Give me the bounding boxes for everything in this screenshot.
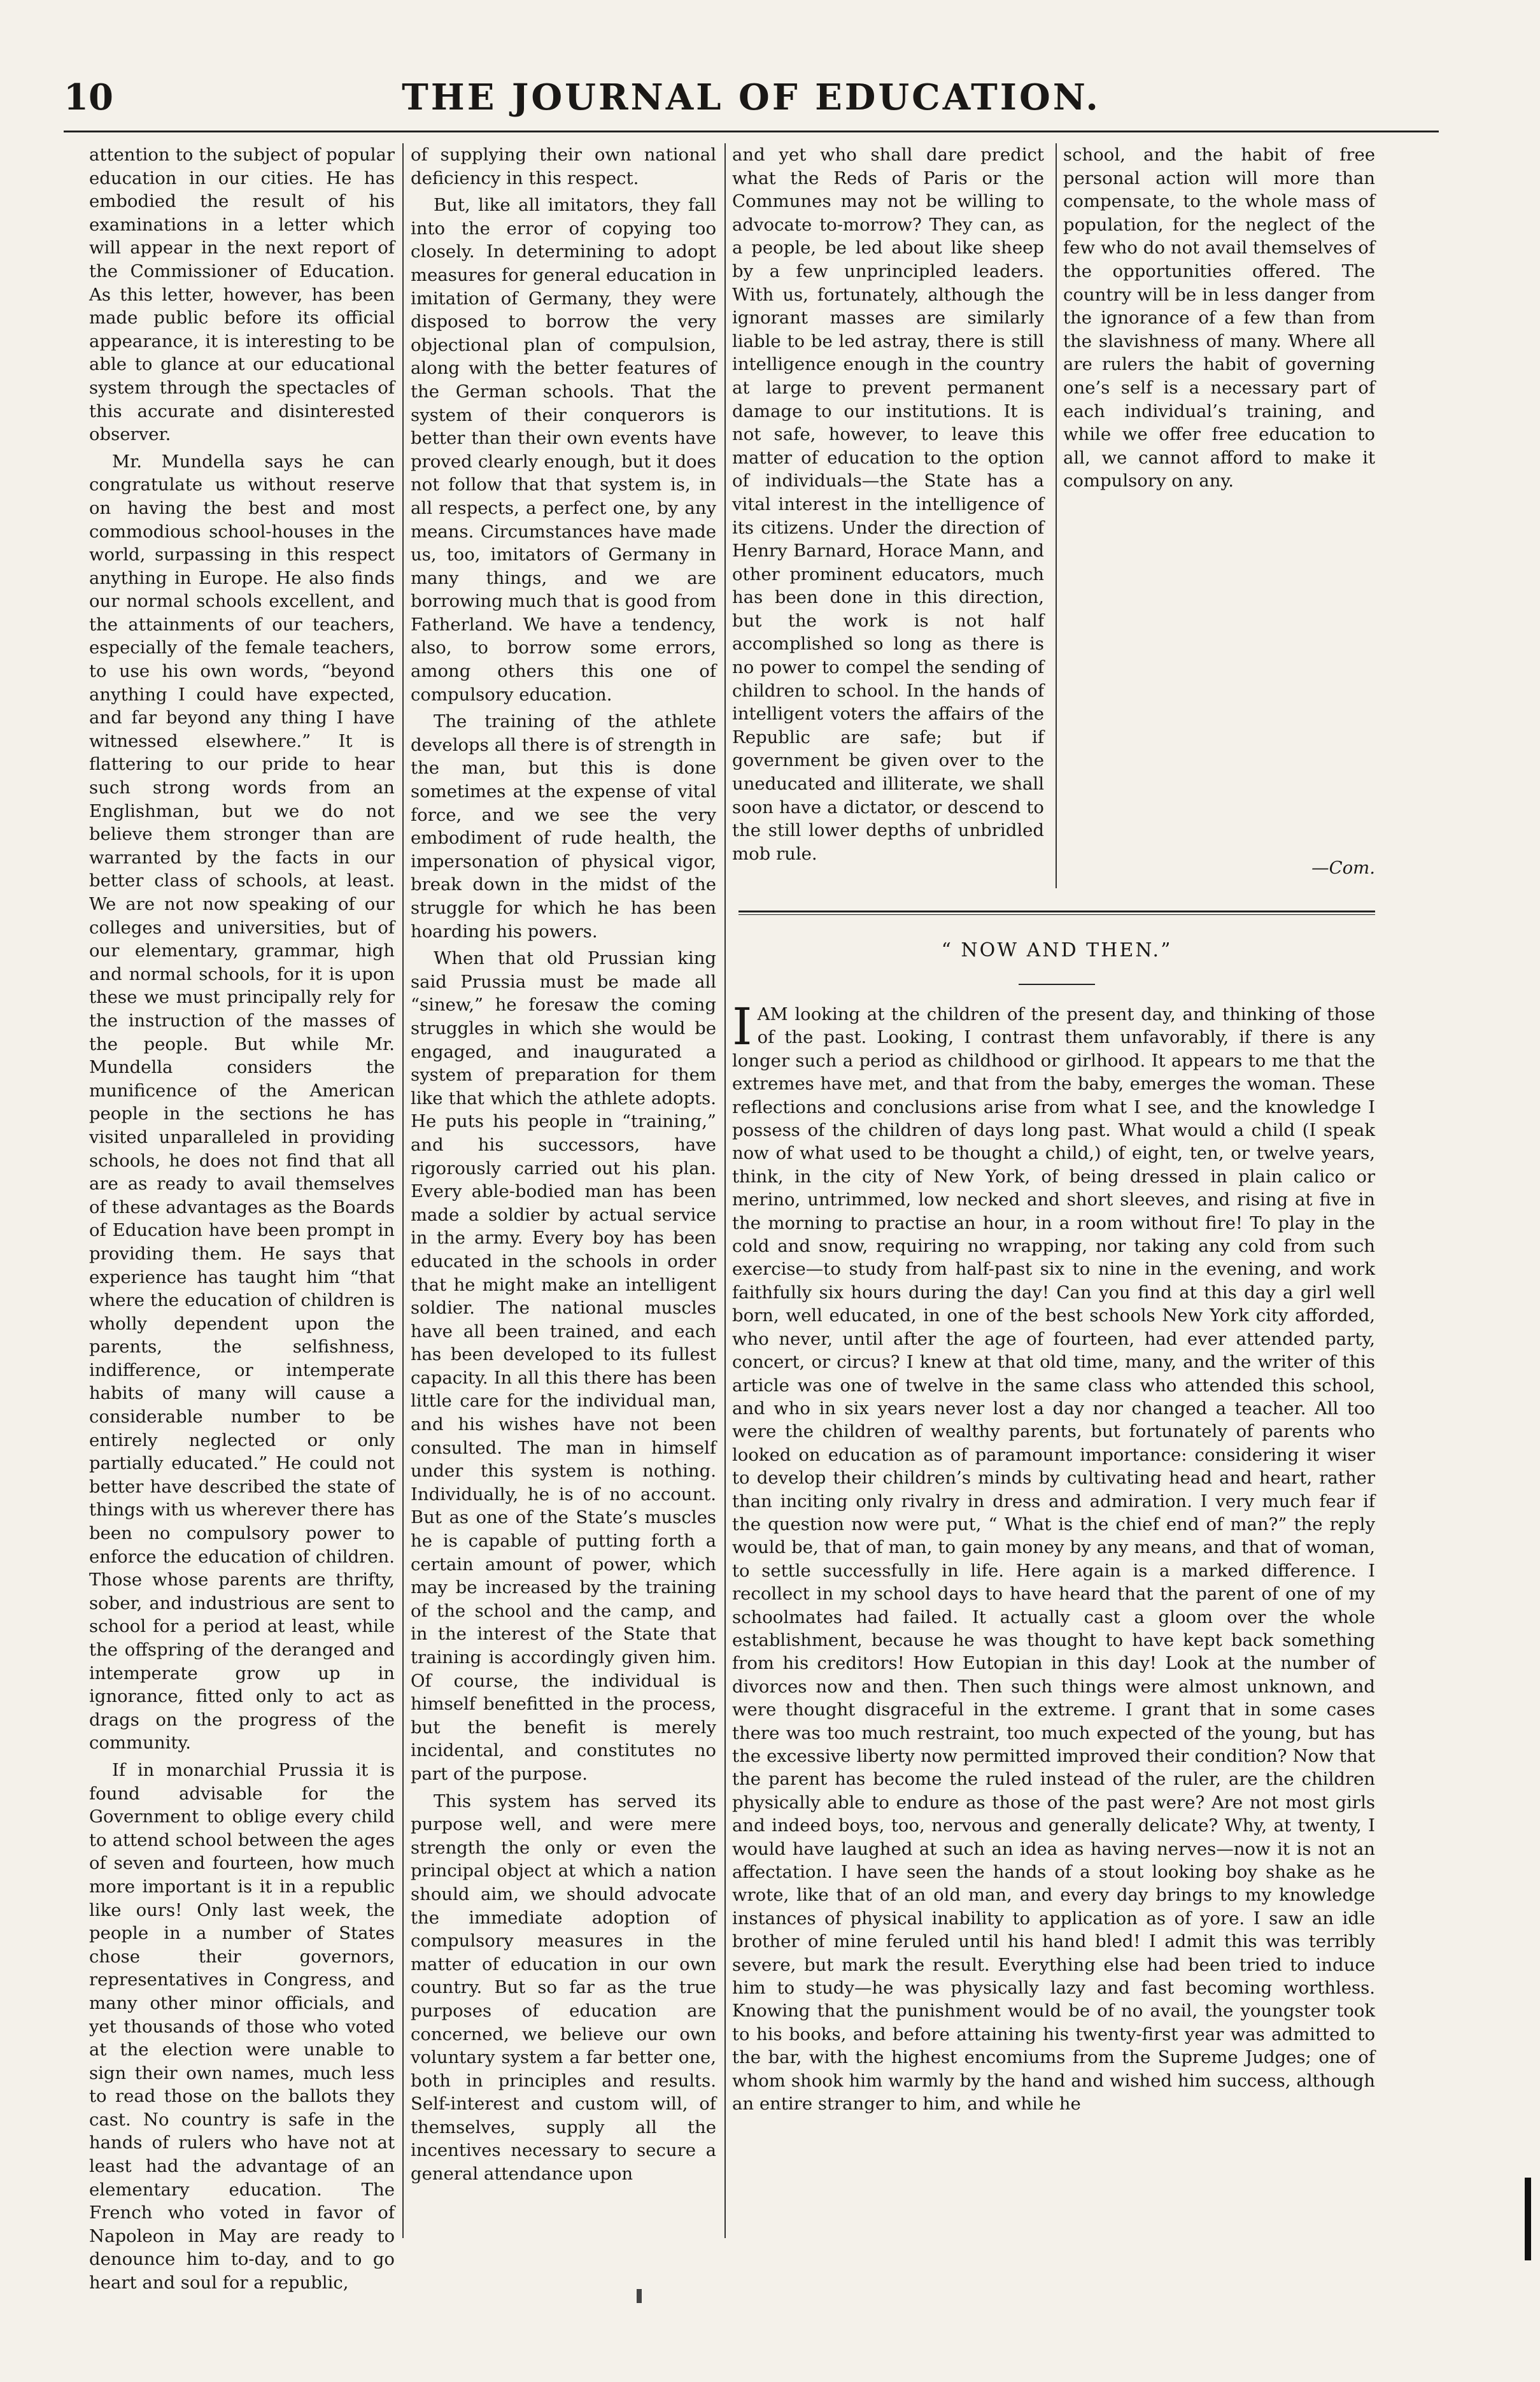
- margin-mark: [1525, 2178, 1531, 2260]
- paragraph: AM looking at the children of the present day, and thinking of those of the past. Looking, I contrast them unfavorably, if there is any longer such a period as childhood or girlhood. It appears to me that the extremes have met, and that from the baby, emerges the woman. These reflections and conclusions arise from what I see, and the knowledge I possess of the children of days long past. What would a child (I speak now of what used to be thought a child,) of eight, ten, or twelve years, think, in the city of New York, of being dressed in plain calico or merino, untrimmed, low necked and short sleeves, and rising at five in the morning to practise an hour, in a room without fire! To play in the cold and snow, requiring no wrapping, nor taking any cold from such exercise—to study from half-past six to nine in the evening, and work faithfully six hours during the day! Can you find at this day a girl well born, well educated, in one of the best schools New York city afforded, who never, until after the age of fourteen, had ever attended party, concert, or circus? I knew at that old time, many, and the writer of this article was one of twelve in the same class who attended this school, and who in six years never lost a day nor changed a teacher. All too were the children of wealthy parents, but fortunately of parents who looked on education as of paramount importance: considering it wiser to develop their children’s minds by cultivating head and heart, rather than inciting only rivalry in dress and admiration. I very much fear if the question now were put, “ What is the chief end of man?” the reply would be, that of man, to gain money by any means, and that of woman, to settle successfully in life. Here again is a marked difference. I recollect in my school days to have heard that the parent of one of my schoolmates had failed. It actually cast a gloom over the whole establishment, because he was thought to have kept back something from his creditors! How Eutopian in this day! Look at the number of divorces now and then. Then such things were almost unknown, and were thought disgraceful in the extreme. I grant that in some cases there was too much restraint, too much expected of the young, but has the excessive liberty now permitted improved their condition? Now that the parent has become the ruled instead of the ruler, are the children physically able to endure as those of the past were? Are not most girls and indeed boys, too, nervous and generally delicate? Why, at twenty, I would have laughed at such an idea as having nerves—now it is not an affectation. I have seen the hands of a stout looking boy shake as he wrote, like that of an old man, and every day brings to my knowledge instances of physical inability to application as of yore. I saw an idle brother of mine feruled until his hand bled! I admit this was terribly severe, but mark the result. Everything else had been tried to induce him to study—he was physically lazy and fast becoming worthless. Knowing that the punishment would be of no avail, the youngster took to his books, and before attaining his twenty-first year was admitted to the bar, with the highest encomiums from the Supreme Judges; one of whom shook him warmly by the hand and wished him success, although an entire stranger to him, and while he: [732, 1004, 1375, 2115]
- paragraph: But, like all imitators, they fall into the error of copying too closely. In determining to adopt measures for general education in imitation of Germany, they were disposed to borrow the very objectional plan of compulsion, along with the better features of the German schools. That the system of their conquerors is better than their own events have proved clearly enough, but it does not follow that that system is, in all respects, a perfect one, by any means. Circumstances have made us, too, imitators of Germany in many things, and we are borrowing much that is good from Fatherland. We have a tendency, also, to borrow some errors, among others this one of compulsory education.: [411, 195, 716, 705]
- article-body: [732, 997, 1375, 2244]
- journal-title: THE JOURNAL OF EDUCATION.: [402, 76, 1101, 118]
- section-rule: [738, 911, 1375, 912]
- paragraph: of supplying their own national deficiency in this respect.: [411, 145, 716, 188]
- article-heading: “ NOW AND THEN.”: [941, 939, 1173, 961]
- column-2: [411, 143, 716, 2225]
- paragraph: Mr. Mundella says he can congratulate us without reserve on having the best and most commodious school-houses in the world, surpassing in this respect anything in Europe. He also finds our normal schools excellent, and the attainments of our teachers, especially of the female teachers, to use his own words, “beyond anything I could have expected, and far beyond any thing I have witnessed elsewhere.” It is flattering to our pride to hear such strong words from an Englishman, but we do not believe them stronger than are warranted by the facts in our better class of schools, at least. We are not now speaking of our colleges and universities, but of our elementary, grammar, high and normal schools, for it is upon these we must principally rely for the instruction of the masses of the people. But while Mr. Mundella considers the munificence of the American people in the sections he has visited unparalleled in providing schools, he does not find that all are as ready to avail themselves of these advantages as the Boards of Education have been prompt in providing them. He says that experience has taught him “that where the education of children is wholly dependent upon the parents, the selfishness, indifference, or intemperate habits of many will cause a considerable number to be entirely neglected or only partially educated.” He could not better have described the state of things with us wherever there has been no compulsory power to enforce the education of children. Those whose parents are thrifty, sober, and industrious are sent to school for a period at least, while the offspring of the deranged and intemperate grow up in ignorance, fitted only to act as drags on the progress of the community.: [89, 451, 395, 1754]
- paragraph: school, and the habit of free personal action will more than compensate, to the whole mass of population, for the neglect of the few who do not avail themselves of the opportunities offered. The country will be in less danger from the ignorance of a few than from the slavishness of many. Where all are rulers the habit of governing one’s self is a necessary part of each individual’s training, and while we offer free education to all, we cannot afford to make it compulsory on any.: [1063, 145, 1375, 492]
- signature: —Com.: [1311, 858, 1375, 878]
- column-divider: [724, 143, 726, 2238]
- column-divider: [1056, 143, 1057, 888]
- heading-dash: [1019, 984, 1095, 985]
- column-3: [732, 143, 1044, 882]
- paragraph: The training of the athlete develops all there is of strength in the man, but this is done sometimes at the expense of vital force, and we see the very embodiment of rude health, the impersonation of physical vigor, break down in the midst of the struggle for which he has been hoarding his powers.: [411, 711, 716, 942]
- page-header: [64, 76, 1439, 127]
- section-rule-thin: [738, 914, 1375, 915]
- paragraph: attention to the subject of popular education in our cities. He has embodied the result of his examinations in a letter which will appear in the next report of the Commissioner of Education. As this letter, however, has been made public before its official appearance, it is interesting to be able to glance at our educational system through the spectacles of this accurate and disinterested observer.: [89, 145, 395, 445]
- paragraph: and yet who shall dare predict what the Reds of Paris or the Communes may not be willing to advocate to-morrow? They can, as a people, be led about like sheep by a few unprincipled leaders. With us, fortunately, although the ignorant masses are similarly liable to be led astray, there is still intelligence enough in the country at large to prevent permanent damage to our institutions. It is not safe, however, to leave this matter of education to the option of individuals—the State has a vital interest in the intelligence of its citizens. Under the direction of Henry Barnard, Horace Mann, and other prominent educators, much has been done in this direction, but the work is not half accomplished so long as there is no power to compel the sending of children to school. In the hands of intelligent voters the affairs of the Republic are safe; but if government be given over to the uneducated and illiterate, we shall soon have a dictator, or descend to the still lower depths of unbridled mob rule.: [732, 145, 1044, 864]
- column-1: [89, 143, 395, 2293]
- paragraph: This system has served its purpose well, and were mere strength the only or even the principal object at which a nation should aim, we should advocate the immediate adoption of compulsory measures in the matter of education in our own country. But so far as the true purposes of education are concerned, we believe our own voluntary system a far better one, both in principles and results. Self-interest and custom will, of themselves, supply all the incentives necessary to secure a general attendance upon: [411, 1790, 716, 2185]
- column-divider: [402, 143, 404, 2238]
- print-mark: [637, 2289, 642, 2303]
- column-4: [1063, 143, 1375, 589]
- header-rule: [64, 131, 1439, 132]
- page-number: 10: [64, 76, 113, 118]
- paragraph: If in monarchial Prussia it is found advisable for the Government to oblige every child to attend school between the ages of seven and fourteen, how much more important is it in a republic like ours! Only last week, the people in a number of States chose their governors, representatives in Congress, and many other minor officials, and yet thousands of those who voted at the election were unable to sign their own names, much less to read those on the ballots they cast. No country is safe in the hands of rulers who have not at least had the advantage of an elementary education. The French who voted in favor of Napoleon in May are ready to denounce him to-day, and to go heart and soul for a republic,: [89, 1759, 395, 2293]
- drop-cap: I: [732, 997, 752, 1056]
- paragraph: When that old Prussian king said Prussia must be made all “sinew,” he foresaw the coming struggles in which she would be engaged, and inaugurated a system of preparation for them like that which the athlete adopts. He puts his people in “training,” and his successors, have rigorously carried out his plan. Every able-bodied man has been made a soldier by actual service in the army. Every boy has been educated in the schools in order that he might make an intelligent soldier. The national muscles have all been trained, and each has been developed to its fullest capacity. In all this there has been little care for the individual man, and his wishes have not been consulted. The man in himself under this system is nothing. Individually, he is of no account. But as one of the State’s muscles he is capable of putting forth a certain amount of power, which may be increased by the training of the school and the camp, and in the interest of the State that training is accordingly given him. Of course, the individual is himself benefitted in the process, but the benefit is merely incidental, and constitutes no part of the purpose.: [411, 948, 716, 1784]
